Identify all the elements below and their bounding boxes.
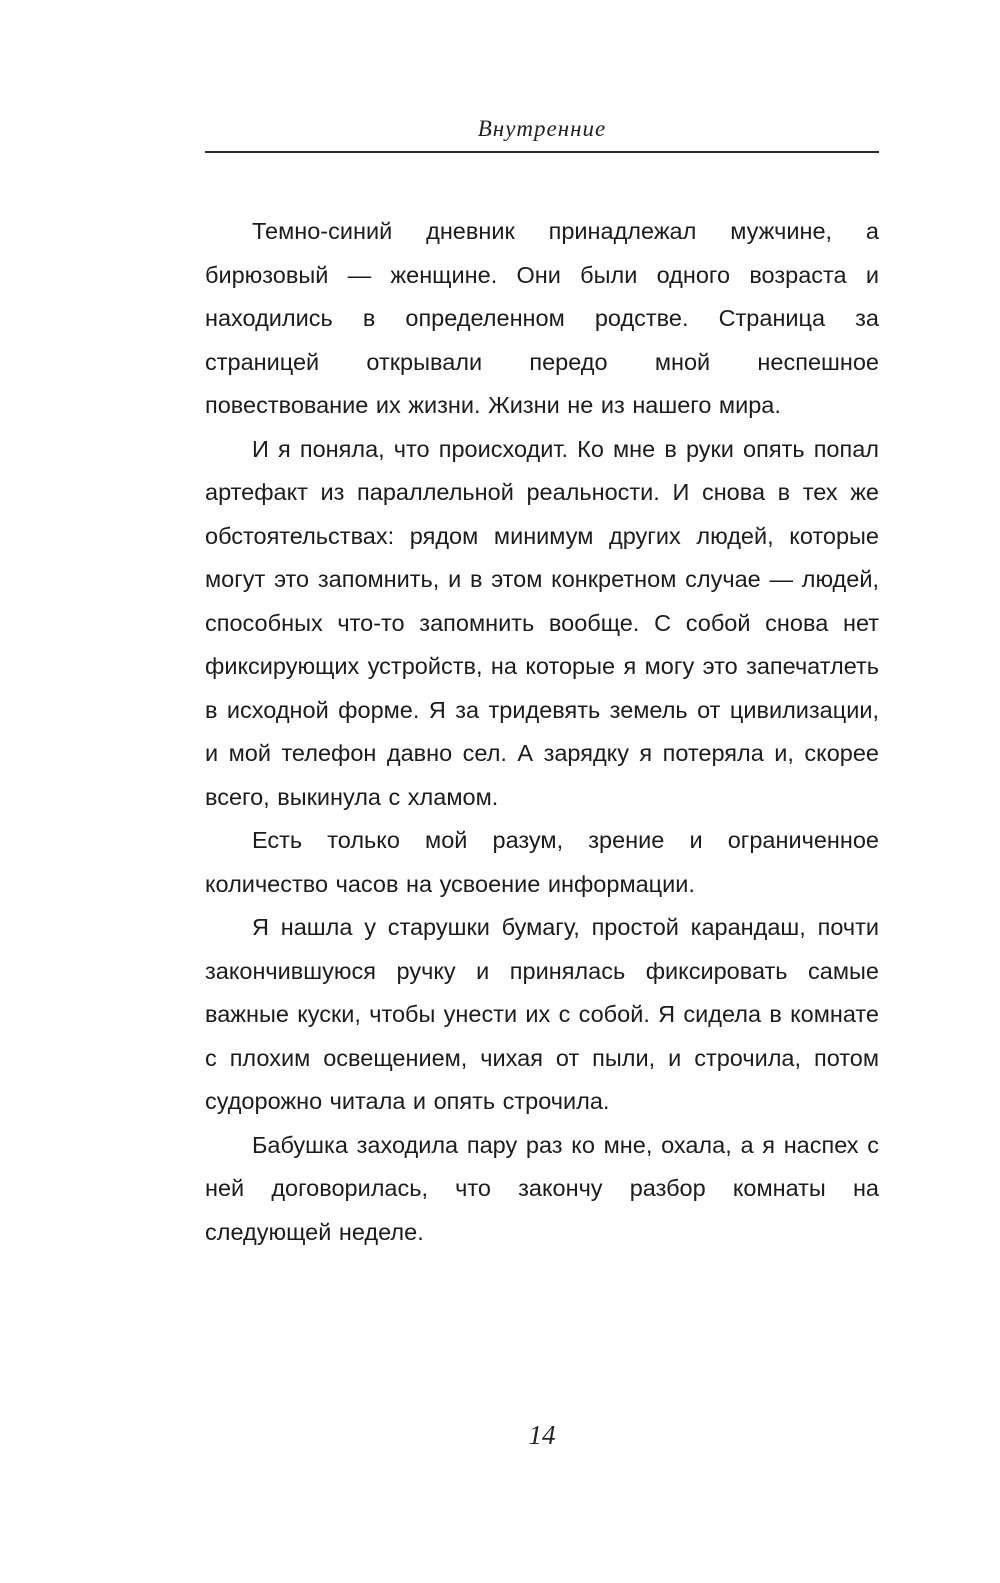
paragraph-4: Я нашла у старушки бумагу, простой карандаш, почти закончившуюся ручку и принялась фиксировать самые важные куски, чтобы унести их с собой. Я сидела в комнате с плохим освещением, чихая от пыли, и строчила, потом судорожно читала и опять строчила. xyxy=(205,914,879,1114)
header-rule xyxy=(205,151,879,153)
paragraph-2: И я поняла, что происходит. Ко мне в руки опять попал артефакт из параллельной реальности. И снова в тех же обстоятельствах: рядом минимум других людей, которые могут это запомнить, и в этом конкретном случае — людей, способных что-то запомнить вообще. С собой снова нет фиксирующих устройств, на которые я могу это запечатлеть в исходной форме. Я за тридевять земель от цивилизации, и мой телефон давно сел. А зарядку я потеряла и, скорее всего, выкинула с хламом. xyxy=(205,435,879,810)
paragraph-1: Темно-синий дневник принадлежал мужчине, а бирюзовый — женщине. Они были одного возраста и находились в определенном родстве. Страница за страницей открывали передо мной неспешное повествование их жизни. Жизни не из нашего мира. xyxy=(205,218,879,418)
paragraph-3: Есть только мой разум, зрение и ограниченное количество часов на усвоение информации. xyxy=(205,827,879,897)
text-column xyxy=(205,0,879,1254)
running-header: Внутренние xyxy=(477,116,607,141)
body-text xyxy=(205,210,879,1254)
page-number: 14 xyxy=(528,1420,556,1450)
paragraph-5: Бабушка заходила пару раз ко мне, охала, а я наспех с ней договорилась, что закончу разбор комнаты на следующей неделе. xyxy=(205,1131,879,1245)
